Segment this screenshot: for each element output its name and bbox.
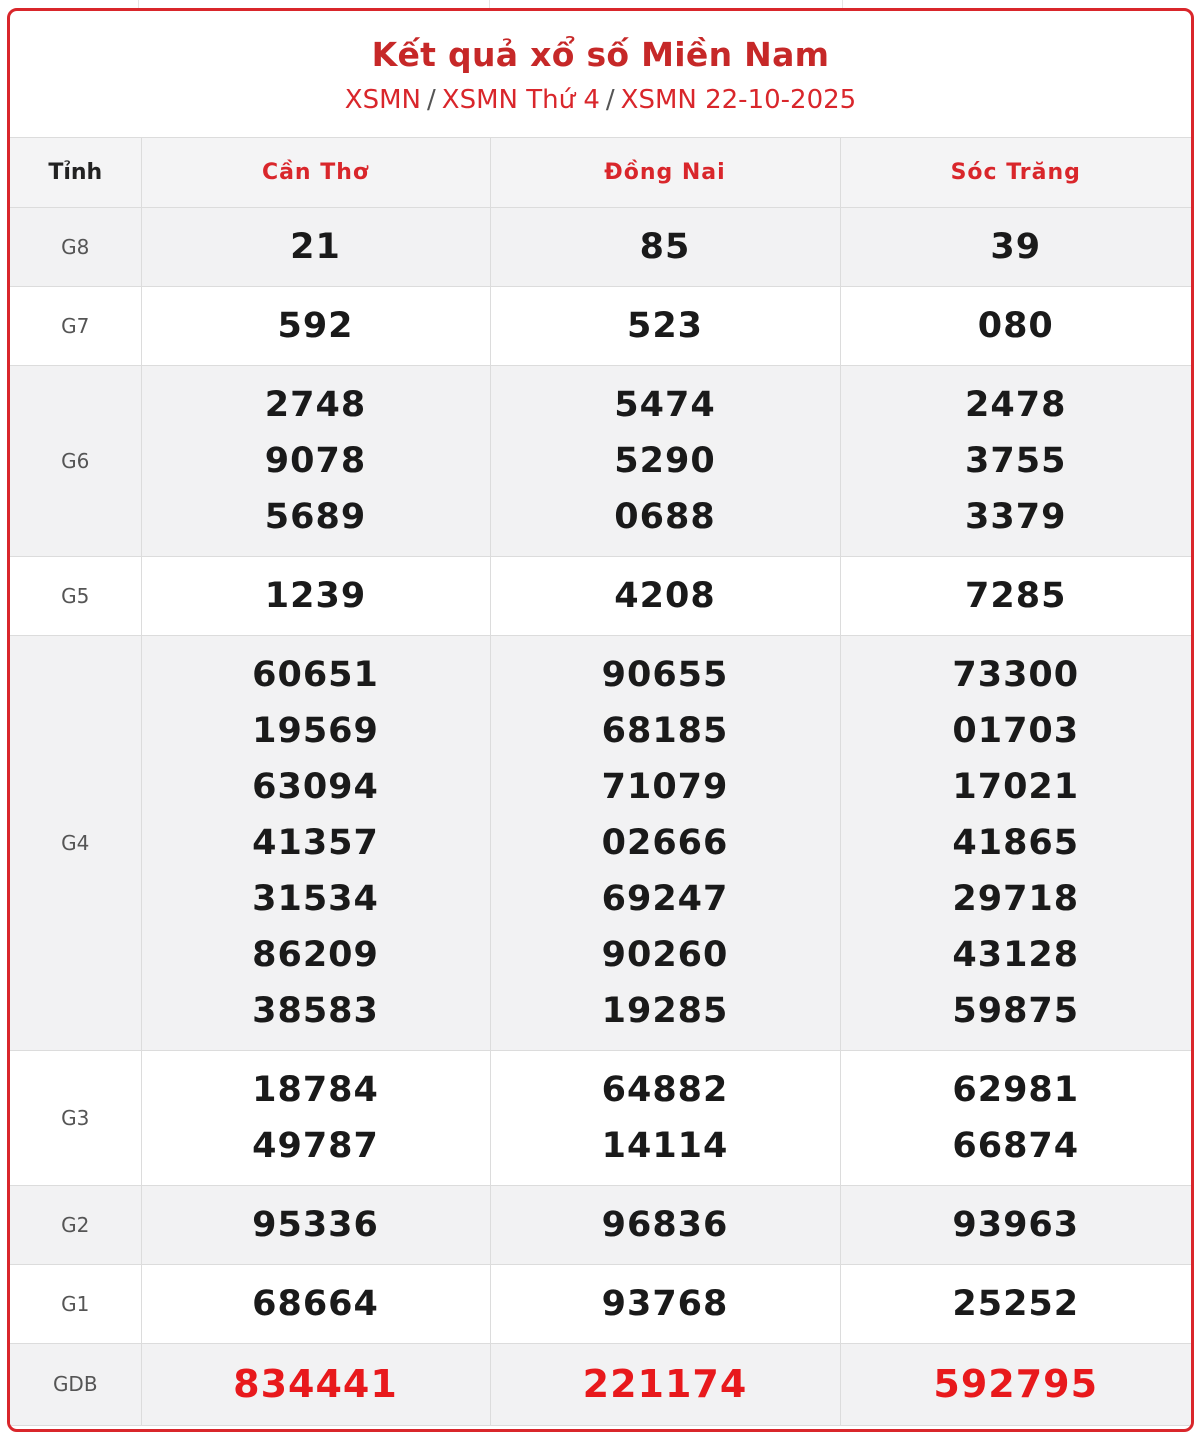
prize-cell [840, 556, 1191, 635]
prize-number: 68664 [252, 1283, 379, 1324]
special-prize-number: 834441 [233, 1362, 398, 1406]
prize-cell [490, 365, 840, 556]
prize-cell [490, 207, 840, 286]
prize-number: 21 [290, 226, 341, 267]
prize-cell [840, 1264, 1191, 1343]
prize-number: 95336 [252, 1204, 379, 1245]
prize-cell [141, 207, 490, 286]
page-title: Kết quả xổ số Miền Nam [371, 35, 830, 74]
prize-number: 68185 [601, 710, 729, 751]
prize-number: 592 [277, 305, 354, 346]
table-row [10, 1185, 1191, 1264]
prize-number: 39 [990, 226, 1042, 267]
prize-number: 0688 [614, 496, 716, 537]
breadcrumb-link-xsmn[interactable]: XSMN [344, 85, 421, 115]
prize-cell [141, 365, 490, 556]
prize-number: 71079 [601, 766, 729, 807]
prize-number: 01703 [952, 710, 1080, 751]
results-header [10, 11, 1191, 138]
prize-label: G5 [10, 556, 141, 635]
prize-cell [840, 1050, 1191, 1185]
prize-number: 62981 [952, 1069, 1080, 1110]
prize-label: G4 [10, 635, 141, 1050]
prize-cell [840, 1185, 1191, 1264]
prize-number: 29718 [952, 878, 1080, 919]
prize-cell [490, 1343, 840, 1425]
prize-cell [840, 286, 1191, 365]
breadcrumb-separator: / [427, 85, 436, 115]
prize-number: 31534 [252, 878, 379, 919]
prize-number: 5290 [614, 440, 716, 481]
prize-number: 2748 [264, 384, 367, 425]
prize-number: 85 [639, 226, 691, 267]
breadcrumb-link-xsmn-thu4[interactable]: XSMN Thứ 4 [441, 85, 600, 115]
prize-number: 4208 [614, 575, 716, 616]
prize-label: G7 [10, 286, 141, 365]
prize-number: 9078 [264, 440, 367, 481]
top-strip [0, 0, 1200, 8]
prize-cell [490, 1185, 840, 1264]
prize-cell [840, 1343, 1191, 1425]
prize-number: 1239 [264, 575, 367, 616]
prize-number: 523 [626, 305, 704, 346]
prize-number: 3379 [965, 496, 1067, 537]
prize-number: 02666 [601, 822, 729, 863]
province-can-tho[interactable]: Cần Thơ [141, 138, 490, 207]
prize-number: 49787 [252, 1125, 379, 1166]
province-column-header: Tỉnh [10, 138, 141, 207]
prize-label: G2 [10, 1185, 141, 1264]
prize-cell [490, 286, 840, 365]
prize-number: 86209 [252, 934, 379, 975]
table-row [10, 1264, 1191, 1343]
prize-number: 41865 [952, 822, 1080, 863]
prize-cell [840, 207, 1191, 286]
prize-number: 19285 [601, 990, 729, 1031]
prize-number: 5689 [264, 496, 367, 537]
prize-number: 25252 [952, 1283, 1080, 1324]
prize-number: 19569 [252, 710, 379, 751]
prize-number: 080 [977, 305, 1054, 346]
prize-number: 64882 [601, 1069, 729, 1110]
prize-cell [141, 556, 490, 635]
prize-cell [490, 1264, 840, 1343]
prize-cell [490, 556, 840, 635]
prize-cell [141, 1185, 490, 1264]
prize-number: 7285 [965, 575, 1067, 616]
prize-label: GDB [10, 1343, 141, 1425]
prize-cell [840, 365, 1191, 556]
prize-label: G6 [10, 365, 141, 556]
prize-number: 90260 [601, 934, 729, 975]
province-dong-nai[interactable]: Đồng Nai [490, 138, 840, 207]
prize-cell [141, 286, 490, 365]
prize-label: G3 [10, 1050, 141, 1185]
prize-number: 60651 [252, 654, 379, 695]
prize-number: 2478 [965, 384, 1067, 425]
prize-number: 43128 [952, 934, 1080, 975]
prize-number: 17021 [952, 766, 1080, 807]
table-row [10, 1343, 1191, 1425]
prize-number: 14114 [601, 1125, 729, 1166]
table-row [10, 556, 1191, 635]
prize-cell [141, 635, 490, 1050]
prize-number: 93963 [952, 1204, 1080, 1245]
prize-number: 18784 [252, 1069, 379, 1110]
prize-number: 73300 [952, 654, 1080, 695]
table-row [10, 286, 1191, 365]
prize-cell [490, 1050, 840, 1185]
prize-number: 59875 [952, 990, 1080, 1031]
prize-number: 5474 [614, 384, 716, 425]
prize-number: 38583 [252, 990, 379, 1031]
table-row [10, 207, 1191, 286]
prize-number: 66874 [952, 1125, 1080, 1166]
prize-label: G8 [10, 207, 141, 286]
prize-cell [490, 635, 840, 1050]
prize-number: 41357 [252, 822, 379, 863]
results-body [10, 207, 1191, 1425]
province-soc-trang[interactable]: Sóc Trăng [840, 138, 1191, 207]
prize-number: 93768 [601, 1283, 729, 1324]
special-prize-number: 221174 [582, 1362, 748, 1406]
prize-number: 3755 [965, 440, 1067, 481]
results-card [7, 8, 1194, 1432]
table-row [10, 635, 1191, 1050]
prize-number: 90655 [601, 654, 729, 695]
prize-cell [840, 635, 1191, 1050]
prize-number: 69247 [601, 878, 729, 919]
prize-number: 63094 [252, 766, 379, 807]
special-prize-number: 592795 [933, 1362, 1099, 1406]
prize-number: 96836 [601, 1204, 729, 1245]
prize-label: G1 [10, 1264, 141, 1343]
breadcrumb [10, 83, 1191, 117]
prize-cell [141, 1264, 490, 1343]
table-header-row [10, 138, 1191, 207]
table-row [10, 1050, 1191, 1185]
breadcrumb-separator: / [605, 85, 615, 115]
results-table [10, 138, 1191, 1426]
prize-cell [141, 1343, 490, 1425]
prize-cell [141, 1050, 490, 1185]
breadcrumb-link-xsmn-date[interactable]: XSMN 22-10-2025 [620, 85, 857, 115]
table-row [10, 365, 1191, 556]
